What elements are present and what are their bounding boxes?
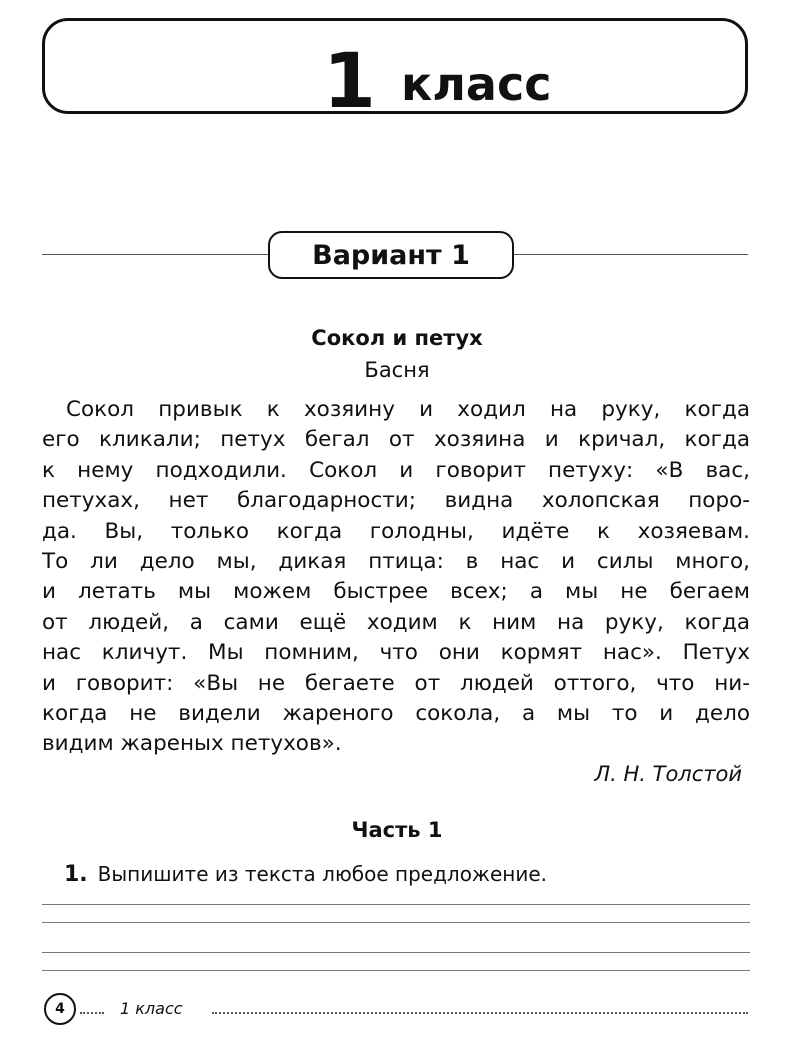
variant-divider-left <box>42 254 270 255</box>
footer-dotted-leader <box>212 1012 748 1014</box>
story-line: То ли дело мы, дикая птица: в нас и силы много, <box>42 549 750 575</box>
footer-dotted-leader <box>80 1012 104 1014</box>
story-line: от людей, а сами ещё ходим к ним на руку, когда <box>42 609 750 635</box>
part-title: Часть 1 <box>351 818 443 842</box>
grade-banner <box>42 18 748 125</box>
footer-grade-label: 1 класс <box>120 999 183 1018</box>
story-line: и говорит: «Вы не бегаете от людей оттого, что ни- <box>42 670 750 696</box>
story-line: да. Вы, только когда голодны, идёте к хозяевам. <box>42 518 750 544</box>
story-title: Сокол и петух <box>311 326 483 350</box>
story-genre: Басня <box>364 358 430 382</box>
grade-word: класс <box>401 57 552 111</box>
grade-number: 1 <box>323 36 376 125</box>
story-line: нас кличут. Мы помним, что они кормят нас». Петух <box>42 640 750 666</box>
story-line: когда не видели жареного сокола, а мы то и дело <box>42 701 750 727</box>
story-author: Л. Н. Толстой <box>594 762 742 786</box>
answer-line[interactable] <box>42 904 750 905</box>
variant-divider-right <box>512 254 748 255</box>
story-line: его кликали; петух бегал от хозяина и кричал, когда <box>42 427 750 453</box>
task-text: Выпишите из текста любое предложение. <box>97 862 547 886</box>
answer-line[interactable] <box>42 952 750 953</box>
page-number: 4 <box>44 993 76 1025</box>
story-line: к нему подходили. Сокол и говорит петуху: «В вас, <box>42 457 750 483</box>
story-text <box>42 395 750 760</box>
task-1 <box>64 862 547 887</box>
variant-label: Вариант 1 <box>268 231 514 279</box>
story-line: и летать мы можем быстрее всех; а мы не бегаем <box>42 579 750 605</box>
story-line: Сокол привык к хозяину и ходил на руку, когда <box>66 397 750 422</box>
answer-line[interactable] <box>42 922 750 923</box>
story-line: петухах, нет благодарности; видна холопская поро- <box>42 488 750 514</box>
story-line: видим жареных петухов». <box>42 731 342 757</box>
answer-line[interactable] <box>42 970 750 971</box>
task-number: 1. <box>64 862 88 887</box>
